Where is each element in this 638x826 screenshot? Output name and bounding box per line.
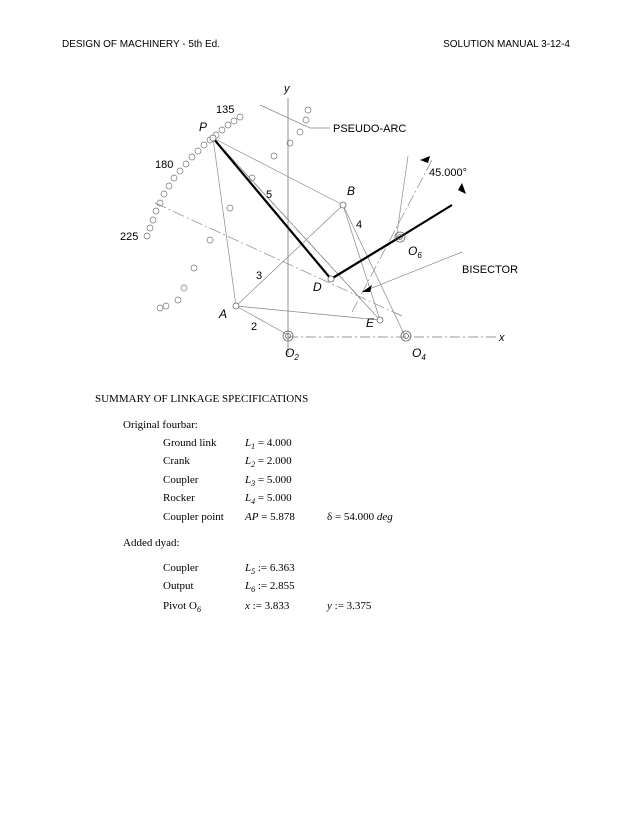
label-A: A <box>219 307 228 321</box>
header-left: DESIGN OF MACHINERY - 5th Ed. <box>62 39 221 50</box>
coupler-point-value: AP = 5.878 <box>245 511 295 523</box>
row-value: $L_2 = 2.000$ <box>245 455 292 469</box>
label-O4: $O_4$ <box>412 346 426 362</box>
dyad-row-value: $L_5$ := 6.363 <box>245 562 295 576</box>
label-225: 225 <box>120 231 139 243</box>
y-axis-label: y <box>284 83 290 95</box>
label-135: 135 <box>216 104 235 116</box>
dyad-row-name: Output <box>163 580 194 592</box>
row-value: $L_4 = 5.000$ <box>245 492 292 506</box>
pseudo-arc-points <box>144 107 311 311</box>
arrow-angle-right <box>458 183 466 194</box>
link-6 <box>331 237 400 279</box>
label-pseudo-arc: PSEUDO-ARC <box>333 123 407 135</box>
added-heading: Added dyad: <box>123 537 180 549</box>
link-5 <box>213 138 331 279</box>
label-link-3: 3 <box>256 270 263 282</box>
row-name: Crank <box>163 455 190 467</box>
label-O2: $O_2$ <box>285 346 299 362</box>
label-180: 180 <box>155 159 174 171</box>
linkage-diagram <box>0 0 638 380</box>
link-6-extension <box>400 205 452 237</box>
row-value: $L_1 = 4.000$ <box>245 437 292 451</box>
pivot-x-value: x := 3.833 <box>245 600 290 612</box>
row-name: Ground link <box>163 437 217 449</box>
label-D: D <box>313 280 322 294</box>
dyad-row-value: $L_6$ := 2.855 <box>245 580 295 594</box>
label-bisector: BISECTOR <box>462 264 519 276</box>
row-name: Coupler <box>163 474 199 486</box>
construction-lines <box>155 105 462 336</box>
row-value: $L_3 = 5.000$ <box>245 474 292 488</box>
row-name: Rocker <box>163 492 195 504</box>
summary-title: SUMMARY OF LINKAGE SPECIFICATIONS <box>95 393 309 405</box>
pivot-name: Pivot $O_6$ <box>163 600 201 614</box>
arrow-angle-left <box>420 156 430 163</box>
x-axis-label: x <box>499 332 505 344</box>
pivot-y-value: y := 3.375 <box>327 600 372 612</box>
label-link-5: 5 <box>266 189 273 201</box>
label-link-2: 2 <box>251 321 258 333</box>
label-E: E <box>366 316 375 330</box>
pivot-O4 <box>401 331 411 341</box>
label-P: P <box>199 120 208 134</box>
label-link-4: 4 <box>356 219 363 231</box>
original-heading: Original fourbar: <box>123 419 198 431</box>
coupler-point-name: Coupler point <box>163 511 224 523</box>
label-O6: $O_6$ <box>408 244 422 260</box>
header-right: SOLUTION MANUAL 3-12-4 <box>443 39 570 50</box>
label-B: B <box>347 184 356 198</box>
label-angle: 45.000° <box>429 167 468 179</box>
delta-value: δ = 54.000 deg <box>327 511 393 523</box>
dyad-row-name: Coupler <box>163 562 199 574</box>
